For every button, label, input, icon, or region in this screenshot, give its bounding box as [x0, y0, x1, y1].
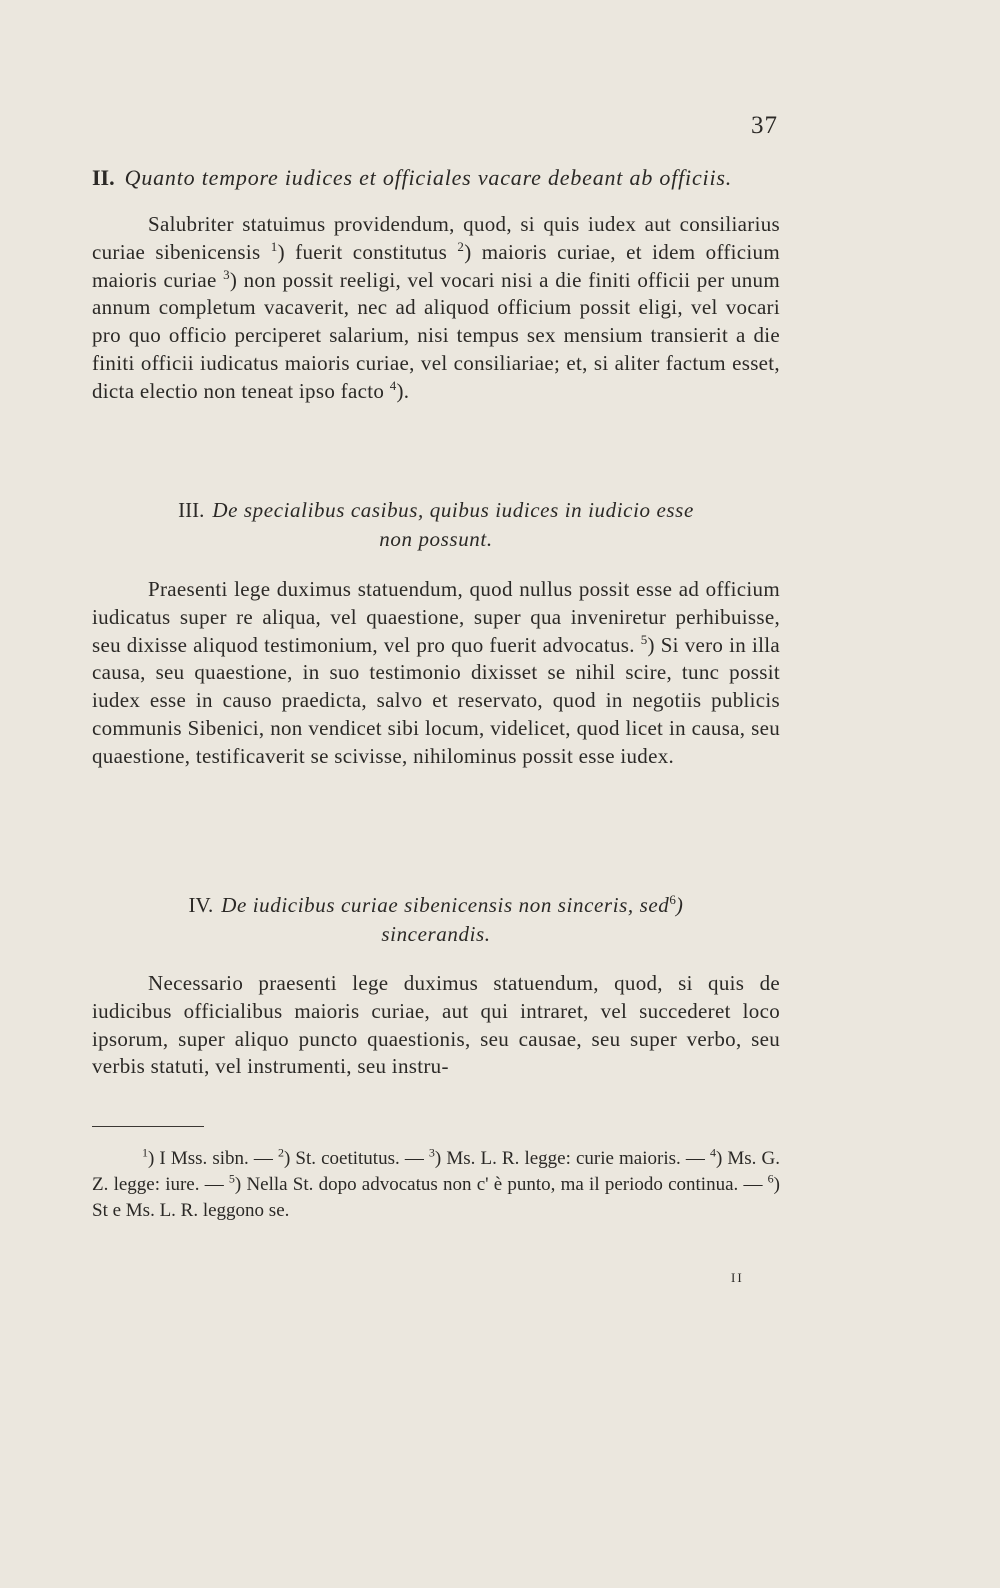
footnote-ref: 5: [640, 631, 648, 647]
footnote-text: ) St e Ms. L. R. leggono se.: [92, 1174, 780, 1221]
footnote-text: ) St. coetitutus. —: [283, 1148, 429, 1169]
footnote-number: 3: [428, 1145, 435, 1160]
section-4-paragraph: [92, 970, 780, 1081]
text-run: ) maioris curiae, et idem officium maioris curiae: [92, 239, 780, 292]
section-3-paragraph: [92, 576, 780, 771]
section-3-number: III.: [178, 498, 205, 522]
section-2-number: II.: [92, 165, 115, 190]
footnote-number: 4: [709, 1145, 716, 1160]
section-4-heading: [92, 891, 780, 949]
text-run: Praesenti lege duximus statuendum, quod nullus possit esse ad officium iudicatus super re aliqua, vel quaestione, super qua inveniretur perhibuisse, seu dixisse aliquod testimonium, vel pro quo fuerit advocatus.: [92, 577, 780, 657]
footnote-number: 5: [228, 1171, 235, 1186]
footnote-number: 6: [767, 1171, 774, 1186]
printer-signature-mark: II: [731, 1270, 744, 1285]
footnote-text: ) Nella St. dopo advocatus non c' è punto, ma il periodo continua. —: [234, 1174, 768, 1195]
section-3-title: De specialibus casibus, quibus iudices in iudicio esse non possunt.: [212, 498, 694, 551]
footnote-text: ) I Mss. sibn. —: [148, 1148, 278, 1169]
section-3-heading: [92, 496, 780, 554]
text-run: Salubriter statuimus providendum, quod, si quis iudex aut consiliarius curiae sibenicensis: [92, 212, 780, 264]
text-run: ) fuerit constitutus: [277, 239, 458, 264]
footnote-number: 2: [277, 1145, 284, 1160]
footnote-ref: 3: [223, 266, 230, 282]
text-run: ) Si vero in illa causa, seu quaestione, in suo testimonio dixisset se nihil scire, tunc possit iudex esse in causo praedicta, salvo et reservato, quod in negotiis publicis communis Sibenici, non vendicet sibi locum, videlicet, quod licet in causa, seu quaestione, testificaverit se scivisse, nihilominus possit esse iudex.: [92, 632, 780, 768]
footnote-number: 1: [142, 1145, 148, 1160]
footnotes: [92, 1146, 780, 1224]
section-4-number: IV.: [188, 893, 214, 917]
section-4-title-end: ) sincerandis.: [381, 893, 684, 946]
footnote-text: ) Ms. L. R. legge: curie maioris. —: [434, 1148, 710, 1169]
footnote-ref: 2: [457, 238, 465, 254]
section-2-title: Quanto tempore iudices et officiales vacare debeant ab officiis.: [124, 165, 733, 190]
footnote-text: ) Ms. G. Z. legge: iure. —: [92, 1148, 780, 1195]
footnote-divider: [92, 1126, 204, 1127]
footnote-ref: 6: [669, 892, 676, 907]
text-run: Necessario praesenti lege duximus statuendum, quod, si quis de iudicibus officialibus maioris curiae, aut qui intraret, vel succederet loco ipsorum, super aliquo puncto quaestionis, seu causae, seu super verbo, seu verbis statuti, vel instrumenti, seu instru-: [92, 971, 780, 1079]
section-4-title: De iudicibus curiae sibenicensis non sinceris, sed: [221, 893, 670, 917]
footnote-ref: 1: [270, 238, 278, 254]
text-run: ).: [396, 378, 410, 403]
text-run: ) non possit reeligi, vel vocari nisi a die finiti officii per unum annum completum vacaverit, nec ad aliquod officium possit eligi, vel vocari pro quo officio perciperet salarium, nisi tempus sex mensium transierit a die finiti officii iudicatus maioris curiae, vel consiliariae; et, si aliter factum esset, dicta electio non teneat ipso facto: [92, 267, 780, 403]
footnote-ref: 4: [389, 377, 397, 393]
section-2-paragraph: [92, 211, 780, 406]
page-number: 37: [751, 112, 778, 139]
section-2-heading: [92, 165, 782, 191]
